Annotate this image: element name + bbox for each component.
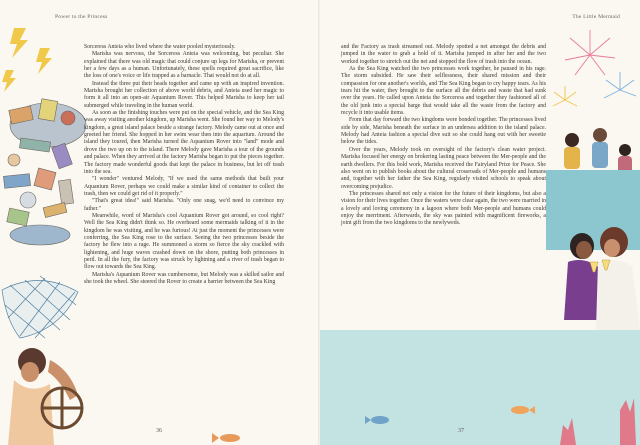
page-number-right: 37 (458, 428, 464, 434)
steering-wheel-icon (42, 388, 82, 428)
paragraph: Marisha's Aquanium Rover was cumbersome, but Melody was a skilled sailor and she took the wheel. She steered the Rover to create a barrier between the Sea King (84, 271, 284, 285)
paragraph: and the Factory as trash streamed out. Melody spotted a net amongst the debris and jumped in the water to grab a hold of it. Marisha jumped in after her and the two worked together to stretch out the net and stopped the flow of trash into the ocean. (341, 44, 546, 65)
running-head-right: The Little Mermaid (572, 14, 620, 20)
left-page-body (84, 44, 284, 286)
paragraph: As the Sea King watched the two princesses work together, he paused in his rage. The storm subsided. He saw their selflessness, their shared mission and their compassion for one another's worlds, and The Sea King began to cry happy tears. As his tears hit the water, they brought to the surface all the debris and waste that had sunk over the years. He called upon Anteia the Sorceress and together they fashioned all of the old junk into a special barge that would take all the waste from the factory and recycle it into usable items. (341, 66, 546, 117)
debris-pile (3, 99, 86, 245)
paragraph: As soon as the finishing touches were put on the special vehicle, and the Sea King was away visiting another kingdom, up Marisha went. She found her way to Melody's kingdom, a great island palace beside a strange factory. Melody came out at once and greeted her friend. She hopped in her swim wear then into the aquarium. Around the island they toured, then Marisha turned the Aquanium Rover into "land" mode and drove the two up on to the island. There Melody gave Marisha a tour of the grounds and palace. When they arrived at the factory Marisha began to put the pieces together. The factory made wonderful goods that kept the palace in business, but let off trash into the sea. (84, 110, 284, 175)
paragraph: Over the years, Melody took on oversight of the factory's clean water project. Marisha focused her energy on brokering lasting peace between the Mer-people and the earth dwellers. For this bold work, Marisha received the Fairyland Prize for Peace. She also went on to publish books about the cultural crossroads of Mer-people and humans and, together with her father the Sea King, regularly visited schools to speak about overcoming prejudice. (341, 146, 546, 190)
fish-icon (212, 433, 240, 443)
paragraph: Instead the three put their heads together and came up with an inspired invention. Marisha brought her collection of above world debris, and Anteia used her magic to form it all into an open-air Aquanium Rover. This helped Marisha to keep her tail submerged while traveling in the human world. (84, 80, 284, 109)
paragraph: The princesses shared not only a vision for the future of their kingdoms, but also a vision for their lives together. Once the waters were clear again, the two were married in a lovely and loving ceremony in a lagoon where both Mer-people and humans could enjoy the merriment. Afterwards, the sky was painted with magnificent fireworks, a joint gift from the two kingdoms to the newlyweds. (341, 190, 546, 227)
paragraph: Marisha was nervous, the Sorceress Anteia was welcoming, but peculiar. She explained that there was old magic that could conjure up legs for Marisha, or prevent her a few days as a human. Unfortunately, these spells required great sacrifice, like the loss of one's voice or life trapped as a barnacle. That would not do at all. (84, 51, 284, 80)
right-page (320, 0, 640, 445)
page-number-left: 36 (156, 428, 162, 434)
paragraph: Sorceress Anteia who lived where the water pooled mysteriously. (84, 44, 236, 50)
sea-floor (320, 330, 640, 445)
right-page-body (341, 44, 546, 228)
lightning-bolt-icon (2, 28, 52, 92)
paragraph: "That's great idea!" said Marisha. "Only one snag, we'd need to convince my father." (84, 198, 284, 212)
firework-icon (553, 30, 636, 106)
paragraph: Meanwhile, word of Marisha's cool Aquanium Rover got around, so cool right? Well the Sea King didn't think so. He overheard some mermaids talking of it in the kingdom he was visiting, and he was furious! At just the moment the princesses were conferring, the Sea King rose to the surface. Seeing the two princesses beside the factory he flew into a rage. He summoned a storm so fierce the sky crackled with lightening, and huge waves crashed down on the shore, putting both princesses in peril. In all the fury, the factory was struck by lightning and a river of trash began to flow out towards the Sea King. (84, 212, 284, 271)
fishing-net (2, 276, 78, 338)
paragraph: "I wonder" ventured Melody, "If we used the same methods that built your Aquanium Rover, perhaps we could make a similar kind of container to collect the trash, then we could get rid of it properly." (84, 176, 284, 197)
melody-figure (8, 348, 78, 445)
paragraph: From that day forward the two kingdoms were bonded together. The princesses lived side by side, Marisha beneath the surface in an undersea addition to the island palace. Melody had Anteia fashion a special dive suit so she could hang out with her sweetie below the tides. (341, 117, 546, 146)
running-head-left: Power to the Princess (55, 14, 108, 20)
guests-group (564, 128, 632, 176)
